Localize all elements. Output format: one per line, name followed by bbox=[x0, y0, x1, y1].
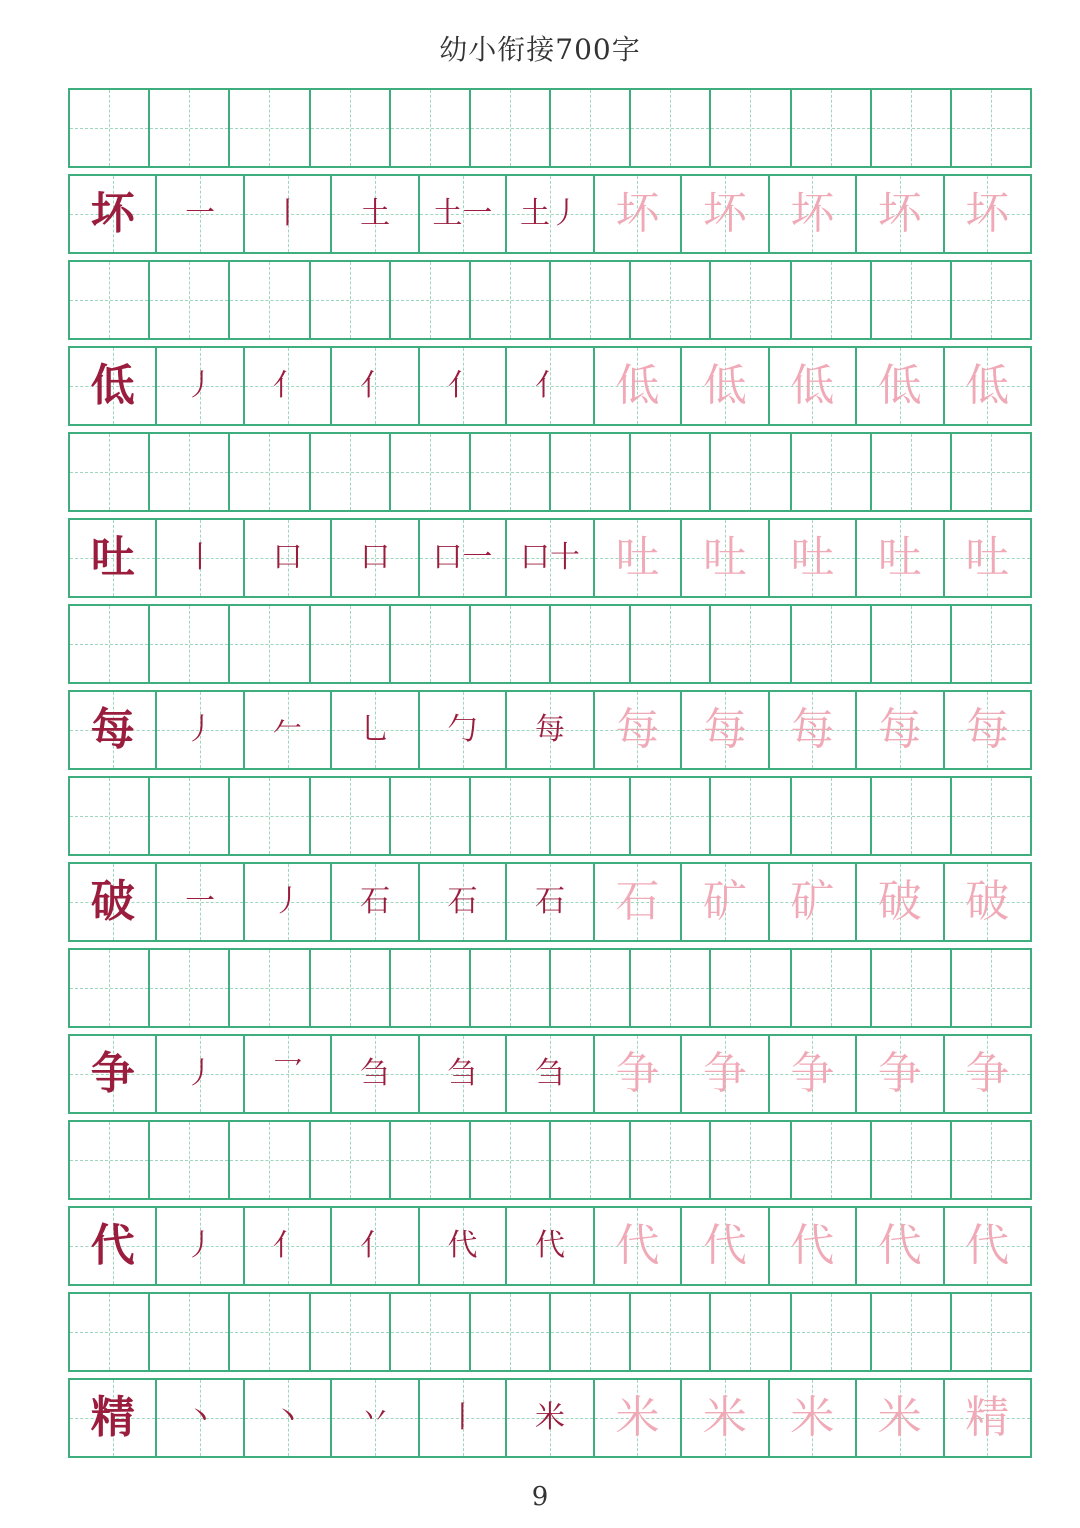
blank-practice-row bbox=[68, 432, 1032, 512]
blank-practice-cell[interactable] bbox=[711, 950, 791, 1026]
stroke-step: 一 bbox=[185, 884, 216, 919]
blank-practice-cell[interactable] bbox=[471, 950, 551, 1026]
tracing-character: 米 bbox=[790, 1392, 835, 1443]
stroke-order-cell bbox=[682, 1036, 769, 1112]
blank-practice-cell[interactable] bbox=[311, 606, 391, 682]
stroke-order-cell bbox=[420, 864, 507, 940]
stroke-step: 亻 bbox=[534, 368, 565, 403]
model-character-cell bbox=[70, 1380, 157, 1456]
stroke-order-cell bbox=[682, 692, 769, 768]
tracing-character: 石 bbox=[615, 876, 660, 927]
stroke-order-cell bbox=[595, 1380, 682, 1456]
stroke-order-cell bbox=[857, 348, 944, 424]
blank-practice-cell[interactable] bbox=[150, 1122, 230, 1198]
stroke-order-cell bbox=[682, 348, 769, 424]
stroke-order-cell bbox=[770, 520, 857, 596]
blank-practice-cell[interactable] bbox=[391, 434, 471, 510]
character-row bbox=[68, 174, 1032, 254]
stroke-order-cell bbox=[595, 692, 682, 768]
blank-practice-cell[interactable] bbox=[471, 778, 551, 854]
model-character: 精 bbox=[90, 1392, 135, 1443]
blank-practice-cell[interactable] bbox=[150, 1294, 230, 1370]
stroke-order-cell bbox=[332, 1380, 419, 1456]
blank-practice-cell[interactable] bbox=[551, 262, 631, 338]
stroke-order-cell bbox=[420, 692, 507, 768]
stroke-order-cell bbox=[682, 176, 769, 252]
stroke-step: 每 bbox=[534, 712, 565, 747]
stroke-order-cell bbox=[595, 1036, 682, 1112]
blank-practice-cell[interactable] bbox=[551, 90, 631, 166]
model-character: 破 bbox=[90, 876, 135, 927]
model-character-cell bbox=[70, 1036, 157, 1112]
blank-practice-cell[interactable] bbox=[150, 262, 230, 338]
blank-practice-cell[interactable] bbox=[872, 950, 952, 1026]
tracing-character: 米 bbox=[615, 1392, 660, 1443]
stroke-order-cell bbox=[945, 692, 1030, 768]
stroke-order-cell bbox=[157, 1036, 244, 1112]
tracing-character: 每 bbox=[615, 704, 660, 755]
stroke-order-cell bbox=[770, 176, 857, 252]
blank-practice-cell[interactable] bbox=[711, 90, 791, 166]
blank-practice-row bbox=[68, 1120, 1032, 1200]
tracing-character: 低 bbox=[615, 360, 660, 411]
stroke-order-cell bbox=[770, 1380, 857, 1456]
stroke-order-cell bbox=[245, 864, 332, 940]
stroke-step: 丶 bbox=[185, 1400, 216, 1435]
stroke-step: 丿 bbox=[185, 712, 216, 747]
tracing-character: 破 bbox=[877, 876, 922, 927]
tracing-character: 每 bbox=[702, 704, 747, 755]
blank-practice-cell[interactable] bbox=[872, 1294, 952, 1370]
character-row bbox=[68, 1206, 1032, 1286]
blank-practice-cell[interactable] bbox=[792, 1122, 872, 1198]
blank-practice-cell[interactable] bbox=[150, 778, 230, 854]
stroke-step: 石 bbox=[447, 884, 478, 919]
tracing-character: 代 bbox=[790, 1220, 835, 1271]
blank-practice-cell[interactable] bbox=[230, 434, 310, 510]
stroke-step: 米 bbox=[534, 1400, 565, 1435]
stroke-step: 代 bbox=[534, 1228, 565, 1263]
tracing-character: 矿 bbox=[790, 876, 835, 927]
tracing-character: 每 bbox=[965, 704, 1010, 755]
blank-practice-cell[interactable] bbox=[551, 1294, 631, 1370]
blank-practice-cell[interactable] bbox=[471, 434, 551, 510]
blank-practice-cell[interactable] bbox=[230, 1294, 310, 1370]
stroke-step: 土一 bbox=[432, 196, 493, 231]
tracing-character: 代 bbox=[965, 1220, 1010, 1271]
stroke-step: 亻 bbox=[447, 368, 478, 403]
stroke-order-cell bbox=[420, 520, 507, 596]
blank-practice-cell[interactable] bbox=[792, 950, 872, 1026]
stroke-step: 土 bbox=[360, 196, 391, 231]
blank-practice-cell[interactable] bbox=[150, 90, 230, 166]
model-character-cell bbox=[70, 520, 157, 596]
stroke-order-cell bbox=[332, 348, 419, 424]
stroke-step: 丿 bbox=[185, 1056, 216, 1091]
blank-practice-cell[interactable] bbox=[792, 778, 872, 854]
stroke-order-cell bbox=[332, 692, 419, 768]
blank-practice-cell[interactable] bbox=[631, 90, 711, 166]
blank-practice-cell[interactable] bbox=[872, 778, 952, 854]
stroke-step: 丿 bbox=[185, 1228, 216, 1263]
stroke-step: 勹 bbox=[447, 712, 478, 747]
blank-practice-cell[interactable] bbox=[631, 434, 711, 510]
blank-practice-row bbox=[68, 88, 1032, 168]
stroke-order-cell bbox=[682, 864, 769, 940]
blank-practice-cell[interactable] bbox=[631, 778, 711, 854]
tracing-character: 低 bbox=[702, 360, 747, 411]
blank-practice-cell[interactable] bbox=[230, 950, 310, 1026]
tracing-character: 坏 bbox=[615, 188, 660, 239]
page-number: 9 bbox=[531, 1482, 549, 1512]
stroke-order-cell bbox=[507, 1208, 594, 1284]
stroke-step: 𠂉 bbox=[272, 712, 303, 747]
blank-practice-cell[interactable] bbox=[872, 434, 952, 510]
blank-practice-cell[interactable] bbox=[792, 262, 872, 338]
blank-practice-cell[interactable] bbox=[952, 778, 1030, 854]
tracing-character: 坏 bbox=[790, 188, 835, 239]
stroke-order-cell bbox=[332, 864, 419, 940]
stroke-order-cell bbox=[682, 1380, 769, 1456]
model-character: 吐 bbox=[90, 532, 135, 583]
blank-practice-row bbox=[68, 1292, 1032, 1372]
tracing-character: 争 bbox=[790, 1048, 835, 1099]
stroke-order-cell bbox=[595, 1208, 682, 1284]
stroke-order-cell bbox=[770, 348, 857, 424]
blank-practice-cell[interactable] bbox=[711, 262, 791, 338]
stroke-order-cell bbox=[245, 348, 332, 424]
blank-practice-cell[interactable] bbox=[792, 1294, 872, 1370]
stroke-step: 一 bbox=[185, 196, 216, 231]
blank-practice-cell[interactable] bbox=[711, 1294, 791, 1370]
blank-practice-cell[interactable] bbox=[792, 606, 872, 682]
stroke-order-cell bbox=[245, 692, 332, 768]
character-row bbox=[68, 346, 1032, 426]
stroke-order-cell bbox=[245, 176, 332, 252]
character-row bbox=[68, 1034, 1032, 1114]
stroke-order-cell bbox=[857, 1208, 944, 1284]
stroke-step: 亻 bbox=[360, 368, 391, 403]
stroke-order-cell bbox=[245, 1380, 332, 1456]
blank-practice-cell[interactable] bbox=[70, 1122, 150, 1198]
stroke-step: 刍 bbox=[360, 1056, 391, 1091]
stroke-order-cell bbox=[945, 348, 1030, 424]
stroke-order-cell bbox=[157, 864, 244, 940]
blank-practice-cell[interactable] bbox=[70, 434, 150, 510]
stroke-order-cell bbox=[245, 1036, 332, 1112]
model-character: 代 bbox=[90, 1220, 135, 1271]
stroke-step: 丶 bbox=[272, 1400, 303, 1435]
blank-practice-cell[interactable] bbox=[551, 606, 631, 682]
blank-practice-cell[interactable] bbox=[711, 1122, 791, 1198]
stroke-step: 丨 bbox=[272, 196, 303, 231]
blank-practice-cell[interactable] bbox=[952, 90, 1030, 166]
blank-practice-cell[interactable] bbox=[711, 434, 791, 510]
stroke-order-cell bbox=[945, 176, 1030, 252]
page-title: 幼小衔接700字 bbox=[439, 33, 641, 66]
tracing-character: 低 bbox=[965, 360, 1010, 411]
blank-practice-cell[interactable] bbox=[230, 606, 310, 682]
tracing-character: 吐 bbox=[615, 532, 660, 583]
tracing-character: 吐 bbox=[965, 532, 1010, 583]
stroke-order-cell bbox=[770, 1036, 857, 1112]
blank-practice-cell[interactable] bbox=[70, 950, 150, 1026]
stroke-order-cell bbox=[157, 1208, 244, 1284]
stroke-step: 刍 bbox=[534, 1056, 565, 1091]
stroke-order-cell bbox=[420, 1036, 507, 1112]
blank-practice-cell[interactable] bbox=[391, 1294, 471, 1370]
stroke-order-cell bbox=[945, 864, 1030, 940]
stroke-order-cell bbox=[857, 520, 944, 596]
stroke-step: 石 bbox=[360, 884, 391, 919]
stroke-order-cell bbox=[157, 1380, 244, 1456]
blank-practice-cell[interactable] bbox=[872, 1122, 952, 1198]
stroke-order-cell bbox=[420, 348, 507, 424]
blank-practice-cell[interactable] bbox=[631, 1122, 711, 1198]
tracing-character: 矿 bbox=[702, 876, 747, 927]
stroke-order-cell bbox=[945, 1380, 1030, 1456]
blank-practice-cell[interactable] bbox=[471, 90, 551, 166]
blank-practice-cell[interactable] bbox=[230, 1122, 310, 1198]
stroke-order-cell bbox=[857, 1036, 944, 1112]
model-character-cell bbox=[70, 692, 157, 768]
blank-practice-cell[interactable] bbox=[952, 1122, 1030, 1198]
tracing-character: 精 bbox=[965, 1392, 1010, 1443]
blank-practice-cell[interactable] bbox=[311, 778, 391, 854]
model-character-cell bbox=[70, 1208, 157, 1284]
stroke-order-cell bbox=[420, 1208, 507, 1284]
tracing-character: 坏 bbox=[965, 188, 1010, 239]
tracing-character: 坏 bbox=[877, 188, 922, 239]
stroke-order-cell bbox=[595, 520, 682, 596]
stroke-order-cell bbox=[332, 176, 419, 252]
blank-practice-cell[interactable] bbox=[952, 262, 1030, 338]
tracing-character: 代 bbox=[615, 1220, 660, 1271]
blank-practice-cell[interactable] bbox=[952, 1294, 1030, 1370]
stroke-step: 口 bbox=[272, 540, 303, 575]
stroke-step: 乚 bbox=[360, 712, 391, 747]
stroke-order-cell bbox=[770, 864, 857, 940]
stroke-step: 丿 bbox=[272, 884, 303, 919]
model-character-cell bbox=[70, 348, 157, 424]
tracing-character: 坏 bbox=[702, 188, 747, 239]
blank-practice-cell[interactable] bbox=[150, 606, 230, 682]
character-row bbox=[68, 862, 1032, 942]
stroke-order-cell bbox=[682, 520, 769, 596]
tracing-character: 争 bbox=[702, 1048, 747, 1099]
stroke-order-cell bbox=[245, 520, 332, 596]
stroke-step: 丨 bbox=[185, 540, 216, 575]
stroke-step: 口十 bbox=[519, 540, 580, 575]
stroke-order-cell bbox=[420, 1380, 507, 1456]
blank-practice-cell[interactable] bbox=[551, 434, 631, 510]
stroke-order-cell bbox=[857, 692, 944, 768]
blank-practice-cell[interactable] bbox=[952, 606, 1030, 682]
stroke-order-cell bbox=[157, 520, 244, 596]
blank-practice-cell[interactable] bbox=[631, 950, 711, 1026]
blank-practice-cell[interactable] bbox=[711, 778, 791, 854]
blank-practice-cell[interactable] bbox=[471, 1294, 551, 1370]
stroke-order-cell bbox=[945, 1036, 1030, 1112]
blank-practice-cell[interactable] bbox=[792, 90, 872, 166]
blank-practice-row bbox=[68, 776, 1032, 856]
blank-practice-cell[interactable] bbox=[230, 90, 310, 166]
blank-practice-cell[interactable] bbox=[391, 1122, 471, 1198]
character-row bbox=[68, 1378, 1032, 1458]
stroke-order-cell bbox=[507, 520, 594, 596]
blank-practice-cell[interactable] bbox=[872, 606, 952, 682]
blank-practice-cell[interactable] bbox=[551, 778, 631, 854]
blank-practice-cell[interactable] bbox=[631, 1294, 711, 1370]
blank-practice-cell[interactable] bbox=[311, 1294, 391, 1370]
tracing-character: 争 bbox=[615, 1048, 660, 1099]
stroke-step: 丷 bbox=[360, 1400, 391, 1435]
stroke-order-cell bbox=[857, 864, 944, 940]
model-character: 争 bbox=[90, 1048, 135, 1099]
blank-practice-cell[interactable] bbox=[230, 778, 310, 854]
blank-practice-cell[interactable] bbox=[391, 950, 471, 1026]
blank-practice-cell[interactable] bbox=[150, 950, 230, 1026]
stroke-step: 刍 bbox=[447, 1056, 478, 1091]
stroke-order-cell bbox=[507, 864, 594, 940]
blank-practice-cell[interactable] bbox=[391, 778, 471, 854]
blank-practice-cell[interactable] bbox=[471, 262, 551, 338]
blank-practice-cell[interactable] bbox=[391, 606, 471, 682]
blank-practice-cell[interactable] bbox=[952, 950, 1030, 1026]
blank-practice-cell[interactable] bbox=[391, 90, 471, 166]
stroke-order-cell bbox=[595, 348, 682, 424]
stroke-step: 亻 bbox=[272, 1228, 303, 1263]
blank-practice-row bbox=[68, 260, 1032, 340]
tracing-character: 吐 bbox=[702, 532, 747, 583]
tracing-character: 米 bbox=[877, 1392, 922, 1443]
practice-grid bbox=[68, 88, 1032, 1464]
blank-practice-cell[interactable] bbox=[311, 434, 391, 510]
stroke-step: 丨 bbox=[447, 1400, 478, 1435]
stroke-order-cell bbox=[507, 1380, 594, 1456]
model-character: 坏 bbox=[90, 188, 135, 239]
blank-practice-cell[interactable] bbox=[471, 606, 551, 682]
stroke-step: 乛 bbox=[272, 1056, 303, 1091]
stroke-step: 亻 bbox=[360, 1228, 391, 1263]
model-character-cell bbox=[70, 864, 157, 940]
blank-practice-cell[interactable] bbox=[471, 1122, 551, 1198]
stroke-order-cell bbox=[945, 1208, 1030, 1284]
character-row bbox=[68, 518, 1032, 598]
tracing-character: 代 bbox=[877, 1220, 922, 1271]
blank-practice-cell[interactable] bbox=[551, 950, 631, 1026]
character-row bbox=[68, 690, 1032, 770]
model-character: 每 bbox=[90, 704, 135, 755]
stroke-order-cell bbox=[595, 176, 682, 252]
blank-practice-cell[interactable] bbox=[70, 90, 150, 166]
blank-practice-row bbox=[68, 948, 1032, 1028]
blank-practice-cell[interactable] bbox=[872, 90, 952, 166]
stroke-step: 亻 bbox=[272, 368, 303, 403]
blank-practice-cell[interactable] bbox=[311, 90, 391, 166]
stroke-order-cell bbox=[507, 1036, 594, 1112]
blank-practice-cell[interactable] bbox=[631, 262, 711, 338]
stroke-step: 口 bbox=[360, 540, 391, 575]
blank-practice-row bbox=[68, 604, 1032, 684]
tracing-character: 每 bbox=[877, 704, 922, 755]
stroke-step: 丿 bbox=[185, 368, 216, 403]
blank-practice-cell[interactable] bbox=[311, 950, 391, 1026]
stroke-order-cell bbox=[332, 1208, 419, 1284]
blank-practice-cell[interactable] bbox=[711, 606, 791, 682]
stroke-order-cell bbox=[857, 1380, 944, 1456]
stroke-order-cell bbox=[507, 176, 594, 252]
stroke-order-cell bbox=[332, 1036, 419, 1112]
tracing-character: 代 bbox=[702, 1220, 747, 1271]
stroke-order-cell bbox=[595, 864, 682, 940]
tracing-character: 破 bbox=[965, 876, 1010, 927]
tracing-character: 争 bbox=[877, 1048, 922, 1099]
stroke-step: 土丿 bbox=[519, 196, 580, 231]
model-character: 低 bbox=[90, 360, 135, 411]
blank-practice-cell[interactable] bbox=[872, 262, 952, 338]
blank-practice-cell[interactable] bbox=[70, 262, 150, 338]
stroke-order-cell bbox=[420, 176, 507, 252]
blank-practice-cell[interactable] bbox=[70, 606, 150, 682]
tracing-character: 争 bbox=[965, 1048, 1010, 1099]
stroke-order-cell bbox=[770, 1208, 857, 1284]
stroke-order-cell bbox=[157, 176, 244, 252]
blank-practice-cell[interactable] bbox=[70, 1294, 150, 1370]
stroke-order-cell bbox=[507, 692, 594, 768]
stroke-order-cell bbox=[157, 348, 244, 424]
model-character-cell bbox=[70, 176, 157, 252]
tracing-character: 米 bbox=[702, 1392, 747, 1443]
blank-practice-cell[interactable] bbox=[311, 1122, 391, 1198]
tracing-character: 低 bbox=[877, 360, 922, 411]
blank-practice-cell[interactable] bbox=[551, 1122, 631, 1198]
stroke-order-cell bbox=[682, 1208, 769, 1284]
stroke-order-cell bbox=[507, 348, 594, 424]
blank-practice-cell[interactable] bbox=[311, 262, 391, 338]
stroke-order-cell bbox=[332, 520, 419, 596]
blank-practice-cell[interactable] bbox=[631, 606, 711, 682]
blank-practice-cell[interactable] bbox=[391, 262, 471, 338]
blank-practice-cell[interactable] bbox=[952, 434, 1030, 510]
stroke-step: 代 bbox=[447, 1228, 478, 1263]
stroke-order-cell bbox=[770, 692, 857, 768]
tracing-character: 吐 bbox=[877, 532, 922, 583]
stroke-order-cell bbox=[245, 1208, 332, 1284]
tracing-character: 低 bbox=[790, 360, 835, 411]
stroke-order-cell bbox=[945, 520, 1030, 596]
stroke-step: 口一 bbox=[432, 540, 493, 575]
stroke-order-cell bbox=[157, 692, 244, 768]
blank-practice-cell[interactable] bbox=[792, 434, 872, 510]
tracing-character: 每 bbox=[790, 704, 835, 755]
blank-practice-cell[interactable] bbox=[150, 434, 230, 510]
stroke-step: 石 bbox=[534, 884, 565, 919]
blank-practice-cell[interactable] bbox=[230, 262, 310, 338]
tracing-character: 吐 bbox=[790, 532, 835, 583]
blank-practice-cell[interactable] bbox=[70, 778, 150, 854]
stroke-order-cell bbox=[857, 176, 944, 252]
